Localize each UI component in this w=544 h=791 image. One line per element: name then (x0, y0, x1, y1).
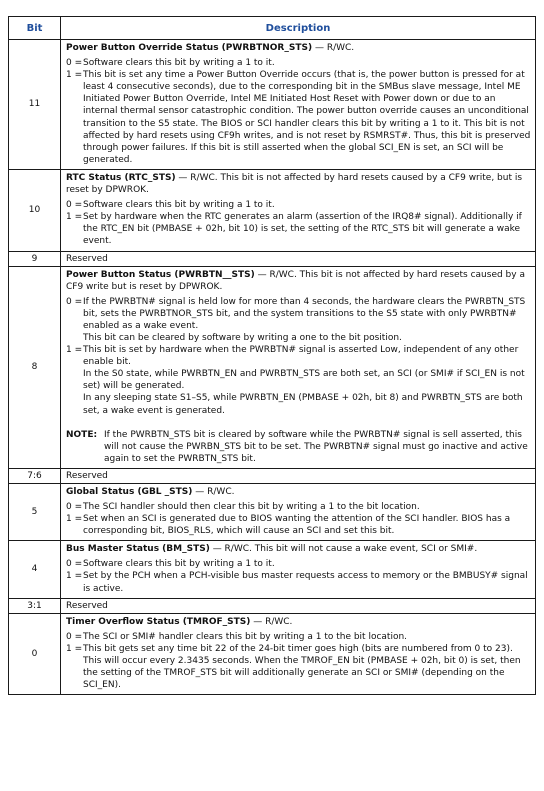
bit-description (61, 483, 536, 540)
value-text: Software clears this bit by writing a 1 to it. (83, 200, 275, 211)
value-text: This bit is set by hardware when the PWRBTN# signal is asserted Low, independent of any other enable bit. (83, 345, 519, 368)
bit-description (61, 169, 536, 251)
value-text: Software clears this bit by writing a 1 to it. (83, 58, 275, 69)
field-title-line (66, 269, 531, 293)
reserved-text: Reserved (61, 251, 536, 266)
table-row (9, 169, 536, 251)
list-item (66, 631, 531, 643)
value-key: 0 = (66, 200, 83, 211)
bit-column-header: Bit (9, 17, 61, 40)
value-key: 1 = (66, 514, 83, 525)
table-row (9, 598, 536, 613)
list-item (66, 69, 531, 166)
list-item (66, 558, 531, 570)
value-key: 1 = (66, 212, 83, 223)
note-text: If the PWRBTN_STS bit is cleared by software while the PWRBTN# signal is sell asserted, this will not cause the PWRBN_STS bit to be set. The PWRBTN# signal must go inactive and active again to set the PWRBTN_STS bit. (104, 429, 528, 464)
bit-number: 10 (9, 169, 61, 251)
table-row (9, 541, 536, 598)
bit-description (61, 613, 536, 695)
bit-description (61, 266, 536, 468)
bit-number: 7:6 (9, 468, 61, 483)
list-item (66, 57, 531, 69)
bit-number: 3:1 (9, 598, 61, 613)
list-item (66, 570, 531, 594)
field-title: Bus Master Status (BM_STS) (66, 544, 210, 555)
field-title: RTC Status (RTC_STS) (66, 172, 176, 183)
bit-description (61, 40, 536, 170)
value-key: 0 = (66, 631, 83, 642)
table-row (9, 468, 536, 483)
bit-number: 4 (9, 541, 61, 598)
list-item (66, 211, 531, 247)
field-title-suffix: — R/WC. This bit is not affected by hard resets caused by a CF9 write, but is reset by DPWROK. (66, 172, 523, 196)
value-text: If the PWRBTN# signal is held low for more than 4 seconds, the hardware clears the PWRBTN_STS bit, sets the PWRBTNOR_STS bit, and the system transitions to the S5 state with only PWRBTN# enabled as a wake event. (83, 296, 526, 331)
table-row (9, 266, 536, 468)
reserved-text: Reserved (61, 598, 536, 613)
list-item (66, 199, 531, 211)
value-text-group (83, 296, 531, 344)
field-title-suffix: — R/WC. (250, 616, 293, 627)
field-title-suffix: — R/WC. (192, 486, 235, 497)
field-title-suffix: — R/WC. This bit is not affected by hard resets caused by a CF9 write but is reset by DPWROK. (66, 269, 525, 292)
field-title-line (66, 42, 531, 54)
table-row (9, 40, 536, 170)
bit-number: 8 (9, 266, 61, 468)
value-text: This bit is set any time a Power Button Override occurs (that is, the power button is pressed for at least 4 consecutive seconds), due to the corresponding bit in the SMBus slave message, Intel ME Initiated Power Button Override, Intel ME Initiated Host Reset with Power down or due to an internal thermal sensor catastrophic condition. The power button override causes an unconditional transition to the S5 state. The BIOS or SCI handler clears this bit by writing a 1 to it. This bit is not affected by hard resets using CF9h writes, and is not reset by RSMRST#. Thus, this bit is preserved through power failures. If this bit is still asserted when the global SCI_EN is set, an SCI will be generated. (83, 70, 531, 165)
description-column-header: Description (61, 17, 536, 40)
bit-number: 11 (9, 40, 61, 170)
list-item (66, 501, 531, 513)
bit-number: 5 (9, 483, 61, 540)
field-title-line (66, 543, 531, 555)
value-text: The SCI handler should then clear this bit by writing a 1 to the bit location. (83, 502, 420, 512)
value-key: 1 = (66, 643, 83, 654)
note-label: NOTE: (66, 429, 98, 440)
value-text: The SCI or SMI# handler clears this bit by writing a 1 to the bit location. (83, 631, 408, 642)
value-key: 0 = (66, 559, 83, 570)
value-key: 1 = (66, 345, 83, 356)
value-text-group (83, 344, 531, 417)
field-title-line (66, 486, 531, 498)
table-row (9, 613, 536, 695)
value-text: This bit can be cleared by software by writing a one to the bit position. (83, 332, 402, 343)
list-item (66, 344, 531, 417)
value-key: 0 = (66, 58, 83, 69)
field-title-line (66, 616, 531, 628)
bit-number: 0 (9, 613, 61, 695)
field-title-line (66, 172, 531, 196)
value-key: 1 = (66, 70, 83, 81)
value-text: Set by hardware when the RTC generates an alarm (assertion of the IRQ8# signal). Additionally if the RTC_EN bit (PMBASE + 02h, bit 10) is set, the setting of the RTC_STS bit will generate a wake event. (83, 212, 522, 247)
field-title: Global Status (GBL _STS) (66, 486, 193, 497)
list-item (66, 513, 531, 537)
value-key: 0 = (66, 296, 83, 307)
field-title: Power Button Override Status (PWRBTNOR_STS) (66, 43, 313, 53)
table-row (9, 483, 536, 540)
table-header-row (9, 17, 536, 40)
value-text: In any sleeping state S1–S5, while PWRBTN_EN (PMBASE + 02h, bit 8) and PWRBTN_STS are both set, a wake event is generated. (83, 393, 523, 416)
field-title-suffix: — R/WC. This bit will not cause a wake event, SCI or SMI#. (209, 544, 478, 555)
value-key: 0 = (66, 502, 83, 512)
value-text: Set when an SCI is generated due to BIOS wanting the attention of the SCI handler. BIOS has a corresponding bit, BIOS_RLS, which will cause an SCI and set this bit. (83, 514, 511, 537)
list-item (66, 296, 531, 344)
value-text: Software clears this bit by writing a 1 to it. (83, 559, 275, 570)
value-text: Set by the PCH when a PCH-visible bus master requests access to memory or the BMBUSY# signal is active. (83, 571, 528, 594)
bit-description (61, 541, 536, 598)
field-title: Timer Overflow Status (TMROF_STS) (66, 616, 251, 627)
table-row (9, 251, 536, 266)
value-key: 1 = (66, 571, 83, 582)
list-item (66, 643, 531, 691)
value-text: This bit gets set any time bit 22 of the 24-bit timer goes high (bits are numbered from 0 to 23). This will occur every 2.3435 seconds. When the TMROF_EN bit (PMBASE + 02h, bit 0) is set, then the setting of the TMROF_STS bit will additionally generate an SCI or SMI# (depending on the SCI_EN). (83, 643, 521, 691)
note (66, 429, 531, 465)
value-text: In the S0 state, while PWRBTN_EN and PWRBTN_STS are both set, an SCI (or SMI# if SCI_EN is not set) will be generated. (83, 369, 525, 392)
bit-number: 9 (9, 251, 61, 266)
field-title-suffix: — R/WC. (312, 43, 355, 53)
field-title: Power Button Status (PWRBTN__STS) (66, 269, 255, 280)
reserved-text: Reserved (61, 468, 536, 483)
register-bit-table (8, 16, 536, 695)
